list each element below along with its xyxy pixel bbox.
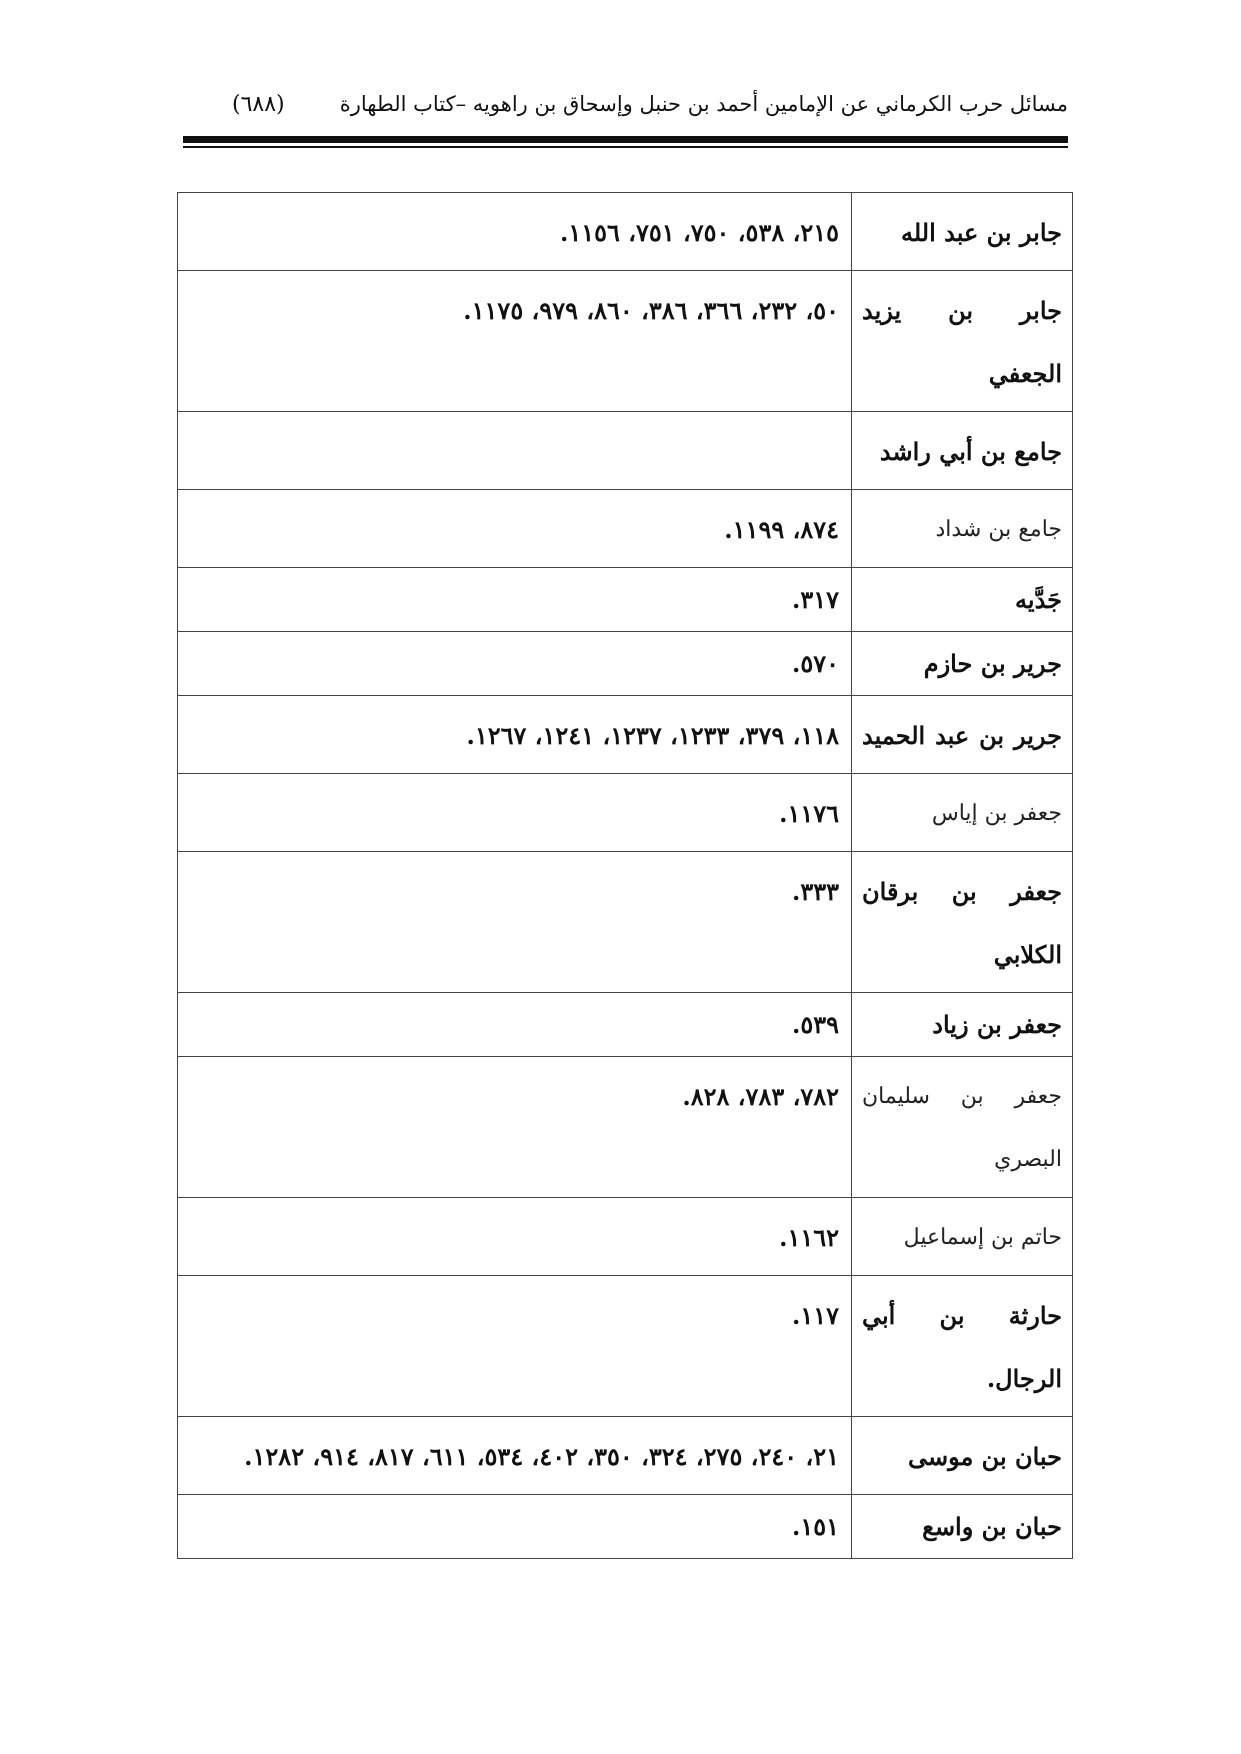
- narrator-name: جابر بن عبد الله: [852, 193, 1073, 271]
- table-row: [178, 193, 1073, 271]
- narrators-index-table: [177, 192, 1073, 1559]
- narrator-name: جعفر بن برقان الكلابي: [852, 852, 1073, 993]
- narrator-name: جامع بن أبي راشد: [852, 412, 1073, 490]
- reference-numbers: ١١٦٢.: [178, 1198, 852, 1276]
- narrator-name: جرير بن حازم: [852, 632, 1073, 696]
- header-rule-thin: [183, 146, 1068, 148]
- narrator-name: جعفر بن سليمان البصري: [852, 1057, 1073, 1198]
- reference-numbers: ١١٨، ٣٧٩، ١٢٣٣، ١٢٣٧، ١٢٤١، ١٢٦٧.: [178, 696, 852, 774]
- table-row: [178, 632, 1073, 696]
- narrator-name: حبان بن موسى: [852, 1417, 1073, 1495]
- reference-numbers: ١١٧.: [178, 1276, 852, 1417]
- table-row: [178, 1276, 1073, 1417]
- reference-numbers: ٥٣٩.: [178, 993, 852, 1057]
- header-rule-thick: [183, 136, 1068, 143]
- table-row: [178, 412, 1073, 490]
- table-row: [178, 1057, 1073, 1198]
- narrator-name: جرير بن عبد الحميد: [852, 696, 1073, 774]
- table-row: [178, 852, 1073, 993]
- table-row: [178, 993, 1073, 1057]
- table-row: [178, 1417, 1073, 1495]
- running-header: [232, 84, 1068, 124]
- reference-numbers: [178, 412, 852, 490]
- reference-numbers: ٣١٧.: [178, 568, 852, 632]
- reference-numbers: ٢١، ٢٤٠، ٢٧٥، ٣٢٤، ٣٥٠، ٤٠٢، ٥٣٤، ٦١١، ٨١٧، ٩١٤، ١٢٨٢.: [178, 1417, 852, 1495]
- reference-numbers: ١٥١.: [178, 1495, 852, 1559]
- reference-numbers: ٨٧٤، ١١٩٩.: [178, 490, 852, 568]
- reference-numbers: ٧٨٢، ٧٨٣، ٨٢٨.: [178, 1057, 852, 1198]
- narrator-name: جابر بن يزيد الجعفي: [852, 271, 1073, 412]
- narrator-name: جامع بن شداد: [852, 490, 1073, 568]
- book-title: مسائل حرب الكرماني عن الإمامين أحمد بن حنبل وإسحاق بن راهويه –كتاب الطهارة: [339, 92, 1068, 116]
- narrator-name: حاتم بن إسماعيل: [852, 1198, 1073, 1276]
- table-row: [178, 271, 1073, 412]
- reference-numbers: ٥٠، ٢٣٢، ٣٦٦، ٣٨٦، ٨٦٠، ٩٧٩، ١١٧٥.: [178, 271, 852, 412]
- narrator-name: جعفر بن إياس: [852, 774, 1073, 852]
- table-row: [178, 490, 1073, 568]
- table-row: [178, 774, 1073, 852]
- reference-numbers: ٥٧٠.: [178, 632, 852, 696]
- narrator-name: جعفر بن زياد: [852, 993, 1073, 1057]
- reference-numbers: ٣٣٣.: [178, 852, 852, 993]
- table-row: [178, 696, 1073, 774]
- table-row: [178, 1198, 1073, 1276]
- narrator-name: حارثة بن أبي الرجال.: [852, 1276, 1073, 1417]
- reference-numbers: ٢١٥، ٥٣٨، ٧٥٠، ٧٥١، ١١٥٦.: [178, 193, 852, 271]
- table-row: [178, 568, 1073, 632]
- narrator-name: جَدَّيه: [852, 568, 1073, 632]
- narrator-name: حبان بن واسع: [852, 1495, 1073, 1559]
- table-row: [178, 1495, 1073, 1559]
- page-number: (٦٨٨): [232, 91, 285, 117]
- reference-numbers: ١١٧٦.: [178, 774, 852, 852]
